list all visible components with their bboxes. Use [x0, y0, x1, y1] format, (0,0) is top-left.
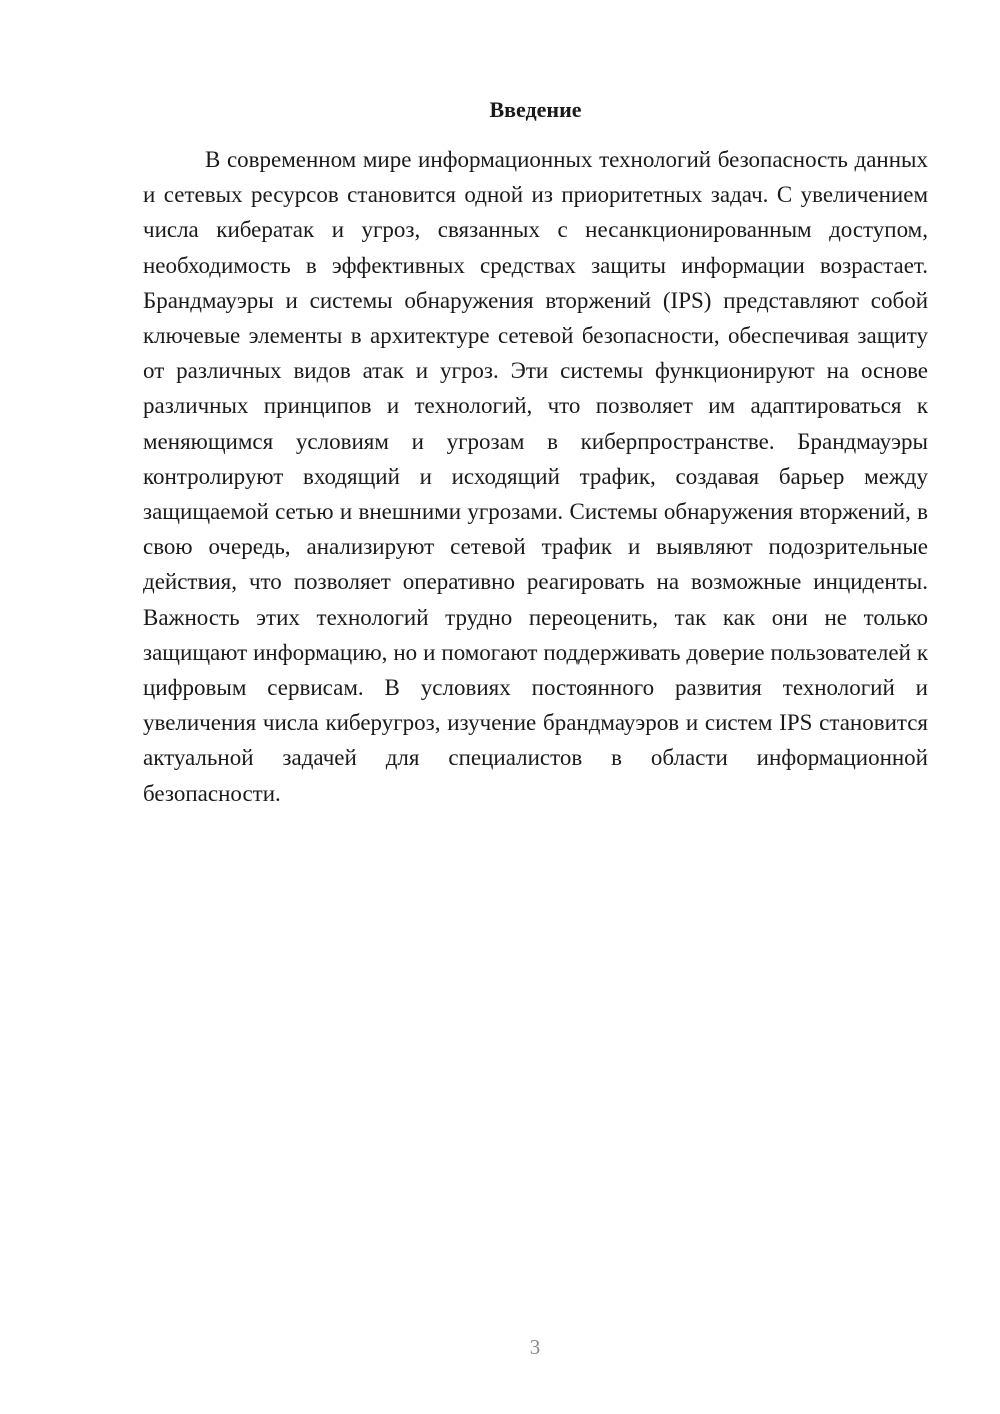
body-paragraph: В современном мире информационных технологий безопасность данных и сетевых ресурсов становится одной из приоритетных задач. С увеличением числа кибератак и угроз, связанных с несанкционированным доступом, необходимость в эффективных средствах защиты информации возрастает. Брандмауэры и системы обнаружения вторжений (IPS) представляют собой ключевые элементы в архитектуре сетевой безопасности, обеспечивая защиту от различных видов атак и угроз. Эти системы функционируют на основе различных принципов и технологий, что позволяет им адаптироваться к меняющимся условиям и угрозам в киберпространстве. Брандмауэры контролируют входящий и исходящий трафик, создавая барьер между защищаемой сетью и внешними угрозами. Системы обнаружения вторжений, в свою очередь, анализируют сетевой трафик и выявляют подозрительные действия, что позволяет оперативно реагировать на возможные инциденты. Важность этих технологий трудно переоценить, так как они не только защищают информацию, но и помогают поддерживать доверие пользователей к цифровым сервисам. В условиях постоянного развития технологий и увеличения числа киберугроз, изучение брандмауэров и систем IPS становится актуальной задачей для специалистов в области информационной безопасности. [143, 147, 928, 806]
page-number: 3 [529, 1335, 541, 1359]
section-heading: Введение [489, 97, 582, 122]
